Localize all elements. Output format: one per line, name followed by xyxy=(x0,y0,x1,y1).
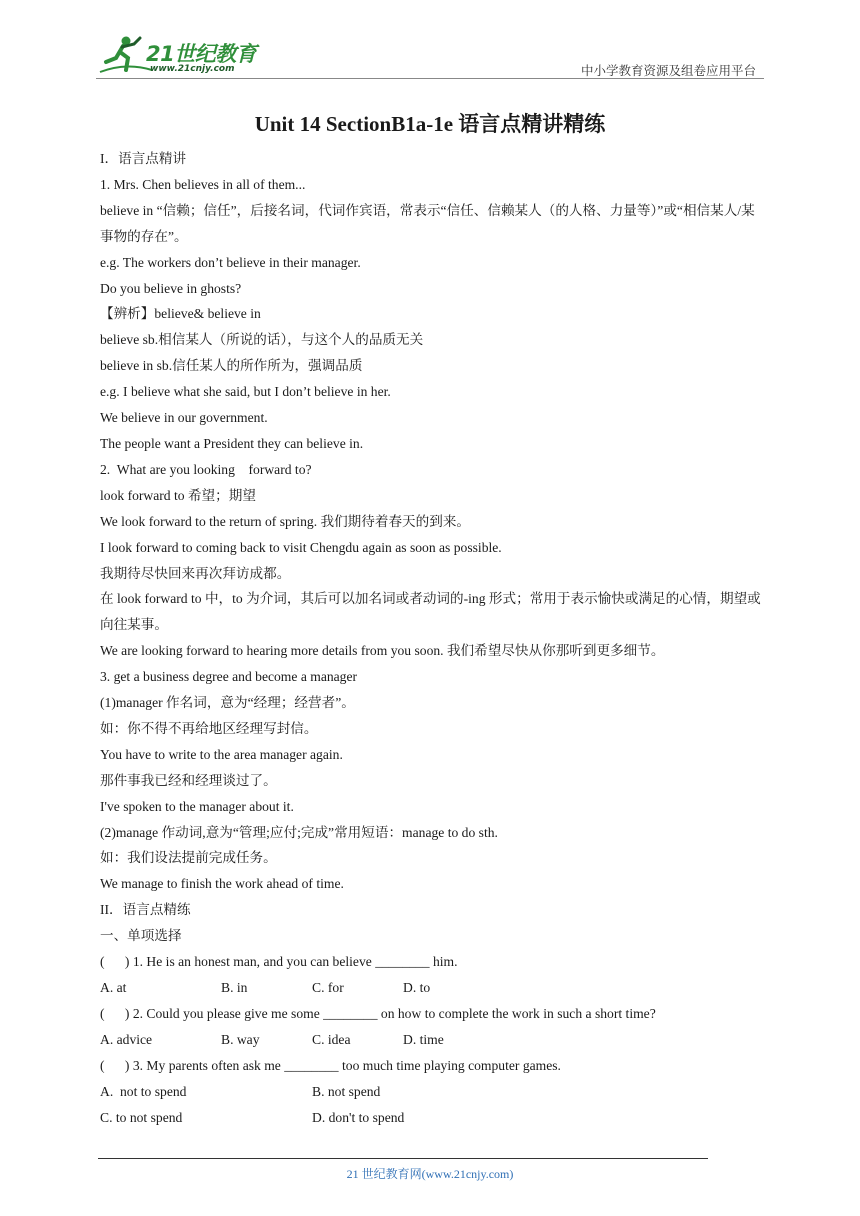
section-heading: II．语言点精练 xyxy=(100,902,191,918)
text-line: Do you believe in ghosts? xyxy=(100,280,242,296)
question-stem: ( ) 2. Could you please give me some ________ on how to complete the work in such a short time? xyxy=(100,1005,656,1021)
text-line: I've spoken to the manager about it. xyxy=(100,798,294,814)
page-footer[interactable]: 21 世纪教育网(www.21cnjy.com) xyxy=(346,1167,514,1181)
page-title: Unit 14 SectionB1a-1e 语言点精讲精练 xyxy=(254,112,606,136)
text-line: look forward to 希望；期望 xyxy=(100,487,256,503)
subsection-heading: 一、单项选择 xyxy=(100,928,182,944)
text-line: We look forward to the return of spring. 我们期待着春天的到来。 xyxy=(100,513,471,529)
text-line: 如：你不得不再给地区经理写封信。 xyxy=(100,720,318,736)
text-line: believe in sb.信任某人的所作所为，强调品质 xyxy=(100,358,363,374)
option-d: D. time xyxy=(403,1031,444,1047)
question-stem: ( ) 1. He is an honest man, and you can believe ________ him. xyxy=(100,954,458,970)
text-line: I look forward to coming back to visit Chengdu again as soon as possible. xyxy=(100,539,502,555)
section-heading: I．语言点精讲 xyxy=(100,151,187,166)
option-a: A. advice xyxy=(100,1031,153,1047)
footer-divider xyxy=(98,1158,708,1159)
text-line: We manage to finish the work ahead of time. xyxy=(100,876,344,892)
text-line: e.g. The workers don’t believe in their manager. xyxy=(100,254,361,270)
option-c: C. for xyxy=(312,980,344,995)
text-paragraph: believe in “信赖；信任”，后接名词，代词作宾语，常表示“信任、信赖某人（的人格、力量等）”或“相信某人/某事物的存在”。 xyxy=(100,202,755,244)
text-line: 2. What are you looking forward to? xyxy=(100,461,312,477)
text-line: believe sb.相信某人（所说的话），与这个人的品质无关 xyxy=(100,332,424,348)
option-a: A. not to spend xyxy=(100,1083,187,1099)
text-line: 3. get a business degree and become a manager xyxy=(100,669,358,685)
text-line: 那件事我已经和经理谈过了。 xyxy=(100,772,277,788)
option-d: D. to xyxy=(403,980,431,995)
text-line: You have to write to the area manager again. xyxy=(100,746,343,762)
text-line: 我期待尽快回来再次拜访成都。 xyxy=(100,565,291,581)
text-paragraph: 在 look forward to 中，to 为介词，其后可以加名词或者动词的-ing 形式；常用于表示愉快或满足的心情，期望或向往某事。 xyxy=(100,591,761,633)
platform-name: 中小学教育资源及组卷应用平台 xyxy=(580,63,756,78)
question-options xyxy=(100,1027,765,1053)
text-line: 【辨析】believe& believe in xyxy=(100,306,261,322)
logo-url: www.21cnjy.com xyxy=(150,64,235,74)
page-header xyxy=(96,32,764,80)
site-logo xyxy=(96,32,266,78)
option-c: C. to not spend xyxy=(100,1109,183,1125)
text-line: The people want a President they can believe in. xyxy=(100,435,364,451)
document-body xyxy=(100,146,765,1130)
text-line: We believe in our government. xyxy=(100,410,268,426)
option-b: B. in xyxy=(221,980,248,995)
header-divider xyxy=(96,78,764,79)
question-options xyxy=(100,975,765,1001)
text-line: 1. Mrs. Chen believes in all of them... xyxy=(100,176,306,192)
text-line: (1)manager 作名词，意为“经理；经营者”。 xyxy=(100,695,355,711)
question-options xyxy=(100,1079,765,1105)
option-d: D. don't to spend xyxy=(312,1109,405,1125)
text-line: (2)manage 作动词,意为“管理;应付;完成”常用短语：manage to do sth. xyxy=(100,824,498,840)
option-b: B. way xyxy=(221,1031,260,1047)
text-line: e.g. I believe what she said, but I don’t believe in her. xyxy=(100,384,391,400)
runner-icon xyxy=(100,37,152,73)
logo-text: 21世纪教育 xyxy=(146,42,257,66)
text-line: We are looking forward to hearing more details from you soon. 我们希望尽快从你那听到更多细节。 xyxy=(100,643,665,659)
option-b: B. not spend xyxy=(312,1083,381,1099)
question-options xyxy=(100,1105,765,1131)
option-c: C. idea xyxy=(312,1031,351,1047)
text-line: 如：我们设法提前完成任务。 xyxy=(100,850,277,866)
question-stem: ( ) 3. My parents often ask me ________ too much time playing computer games. xyxy=(100,1057,561,1073)
option-a: A. at xyxy=(100,980,127,995)
